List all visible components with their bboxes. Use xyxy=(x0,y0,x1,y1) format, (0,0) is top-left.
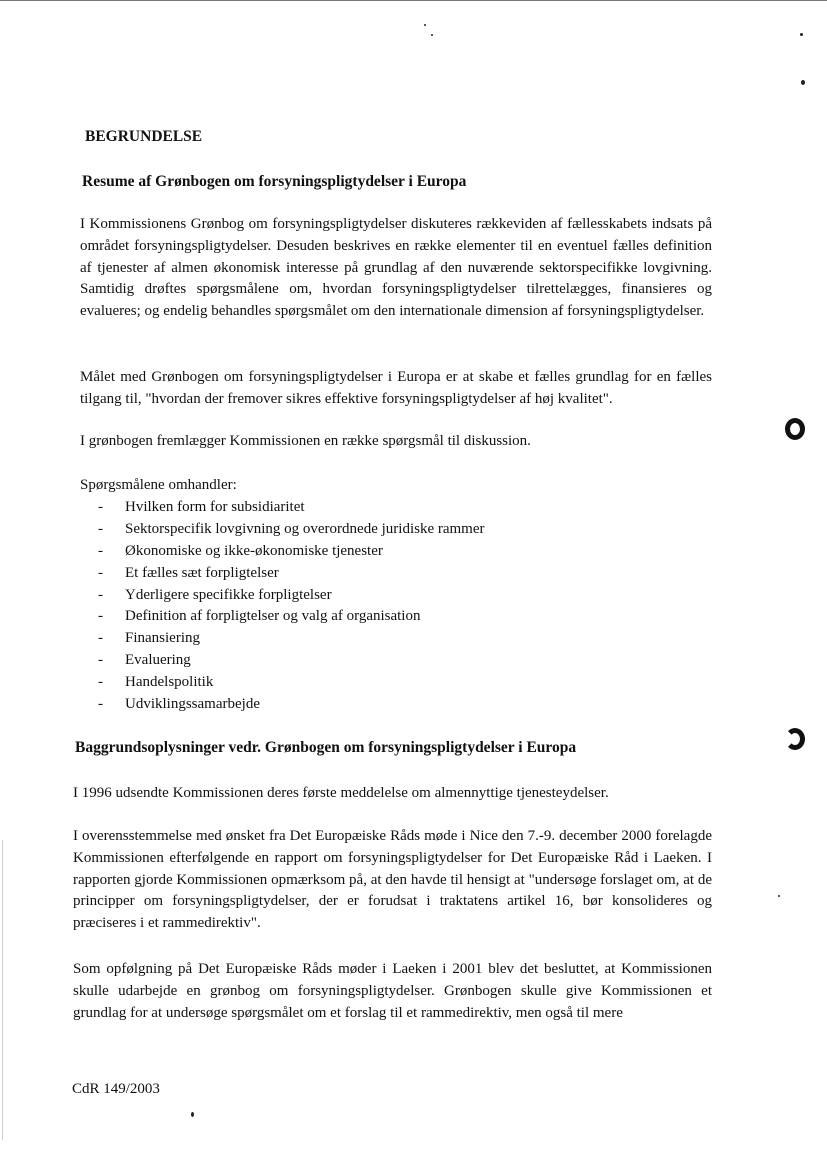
list-item-label: Sektorspecifik lovgivning og overordnede juridiske rammer xyxy=(125,520,485,537)
bullet-list xyxy=(98,497,485,716)
list-item-label: Et fælles sæt forpligtelser xyxy=(125,564,279,581)
list-item xyxy=(98,628,485,650)
paragraph: I grønbogen fremlægger Kommissionen en række spørgsmål til diskussion. xyxy=(80,433,531,449)
list-item xyxy=(98,672,485,694)
bullet-dash: - xyxy=(98,608,103,625)
list-intro: Spørgsmålene omhandler: xyxy=(80,477,237,493)
paragraph: I 1996 udsendte Kommissionen deres første meddelelse om almennyttige tjenesteydelser. xyxy=(73,785,609,801)
section-heading: Resume af Grønbogen om forsyningspligtydelser i Europa xyxy=(82,173,467,190)
list-item xyxy=(98,563,485,585)
document-reference: CdR 149/2003 xyxy=(72,1081,160,1097)
list-item-label: Definition af forpligtelser og valg af organisation xyxy=(125,608,421,625)
list-item xyxy=(98,541,485,563)
paragraph: I overensstemmelse med ønsket fra Det Europæiske Råds møde i Nice den 7.-9. december 2000 forelagde Kommissionen efterfølgende en rapport om forsyningspligtydelser for Det Europæiske Råd i Laeken. I rapporten gjorde Kommissionen opmærksom på, at den havde til hensigt at "undersøge forslaget om, at de principper om forsyningspligtydelser, der er forudsat i traktatens artikel 16, bør konsolideres og præciseres i et rammedirektiv". xyxy=(73,828,712,932)
document-title: BEGRUNDELSE xyxy=(85,128,203,145)
list-item-label: Evaluering xyxy=(125,652,191,669)
bullet-dash: - xyxy=(98,696,103,713)
bullet-dash: - xyxy=(98,520,103,537)
list-item xyxy=(98,585,485,607)
list-item xyxy=(98,650,485,672)
bullet-dash: - xyxy=(98,542,103,559)
list-item xyxy=(98,519,485,541)
paragraph: Som opfølgning på Det Europæiske Råds møder i Laeken i 2001 blev det besluttet, at Kommissionen skulle udarbejde en grønbog om forsyningspligtydelser. Grønbogen skulle give Kommissionen et grundlag for at undersøge spørgsmålet om et forslag til et rammedirektiv, men også til mere xyxy=(73,961,712,1021)
paragraph: I Kommissionens Grønbog om forsyningspligtydelser diskuteres rækkeviden af fællesskabets indsats på området forsyningspligtydelser. Desuden beskrives en række elementer til en eventuel fælles definition af tjenester af almen økonomisk interesse på grundlag af den nuværende sektorspecifikke lovgivning. Samtidig drøftes spørgsmålene om, hvordan forsyningspligtydelser tilrettelægges, finansieres og evalueres; og endelig behandles spørgsmålet om den internationale dimension af forsyningspligtydelser. xyxy=(80,216,712,320)
list-item-label: Hvilken form for subsidiaritet xyxy=(125,499,305,515)
bullet-dash: - xyxy=(98,499,103,515)
list-item xyxy=(98,497,485,519)
bullet-dash: - xyxy=(98,674,103,691)
list-item-label: Økonomiske og ikke-økonomiske tjenester xyxy=(125,542,383,559)
bullet-dash: - xyxy=(98,652,103,669)
bullet-dash: - xyxy=(98,586,103,603)
list-item xyxy=(98,694,485,716)
bullet-dash: - xyxy=(98,630,103,647)
list-item-label: Udviklingssamarbejde xyxy=(125,696,260,713)
list-item xyxy=(98,606,485,628)
list-item-label: Handelspolitik xyxy=(125,674,214,691)
bullet-dash: - xyxy=(98,564,103,581)
paragraph: Målet med Grønbogen om forsyningspligtydelser i Europa er at skabe et fælles grundlag for en fælles tilgang til, "hvordan der fremover sikres effektive forsyningspligtydelser af høj kvalitet". xyxy=(80,369,712,407)
list-item-label: Finansiering xyxy=(125,630,200,647)
list-item-label: Yderligere specifikke forpligtelser xyxy=(125,586,332,603)
section-heading: Baggrundsoplysninger vedr. Grønbogen om forsyningspligtydelser i Europa xyxy=(75,739,577,756)
